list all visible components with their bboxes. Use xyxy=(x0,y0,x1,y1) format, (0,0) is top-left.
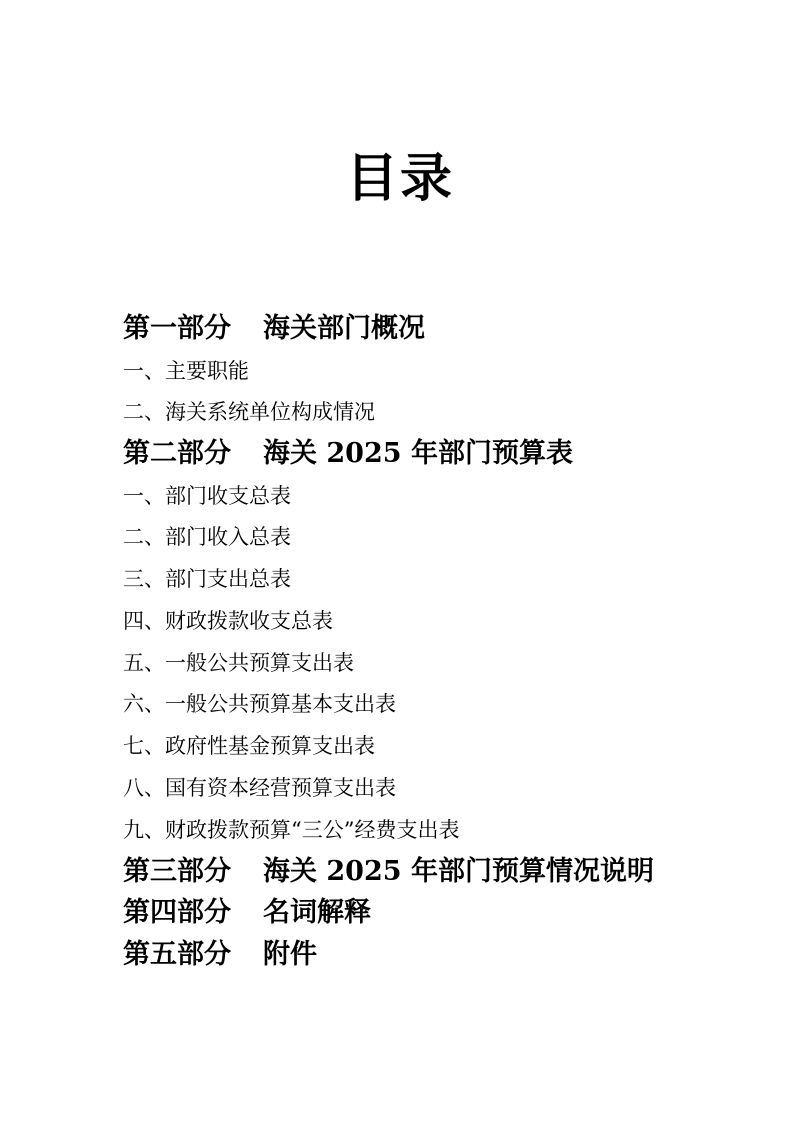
toc-part-label: 第四部分 xyxy=(123,897,231,928)
toc-part-title: 名词解释 xyxy=(263,897,371,928)
toc-part-3 xyxy=(123,855,654,889)
toc-item: 五、一般公共预算支出表 xyxy=(123,651,354,675)
toc-part-label: 第一部分 xyxy=(123,313,231,344)
toc-part-title: 海关 2025 年部门预算表 xyxy=(263,438,573,469)
toc-item: 二、部门收入总表 xyxy=(123,525,291,549)
toc-item: 一、主要职能 xyxy=(123,359,249,383)
toc-part-label: 第三部分 xyxy=(123,856,231,887)
toc-item: 七、政府性基金预算支出表 xyxy=(123,734,375,758)
toc-item: 四、财政拨款收支总表 xyxy=(123,609,333,633)
toc-part-5 xyxy=(123,938,317,972)
page-title: 目录 xyxy=(345,148,454,209)
toc-item: 六、一般公共预算基本支出表 xyxy=(123,692,396,716)
toc-part-1 xyxy=(123,312,425,346)
toc-part-4 xyxy=(123,896,371,930)
toc-item: 二、海关系统单位构成情况 xyxy=(123,400,375,424)
toc-item: 一、部门收支总表 xyxy=(123,484,291,508)
toc-item: 三、部门支出总表 xyxy=(123,567,291,591)
toc-part-2 xyxy=(123,437,573,471)
toc-part-title: 海关部门概况 xyxy=(263,313,425,344)
toc-part-title: 附件 xyxy=(263,939,317,970)
toc-item: 九、财政拨款预算“三公”经费支出表 xyxy=(123,818,460,842)
toc-part-label: 第五部分 xyxy=(123,939,231,970)
toc-part-title: 海关 2025 年部门预算情况说明 xyxy=(263,856,654,887)
toc-item: 八、国有资本经营预算支出表 xyxy=(123,776,396,800)
toc-part-label: 第二部分 xyxy=(123,438,231,469)
